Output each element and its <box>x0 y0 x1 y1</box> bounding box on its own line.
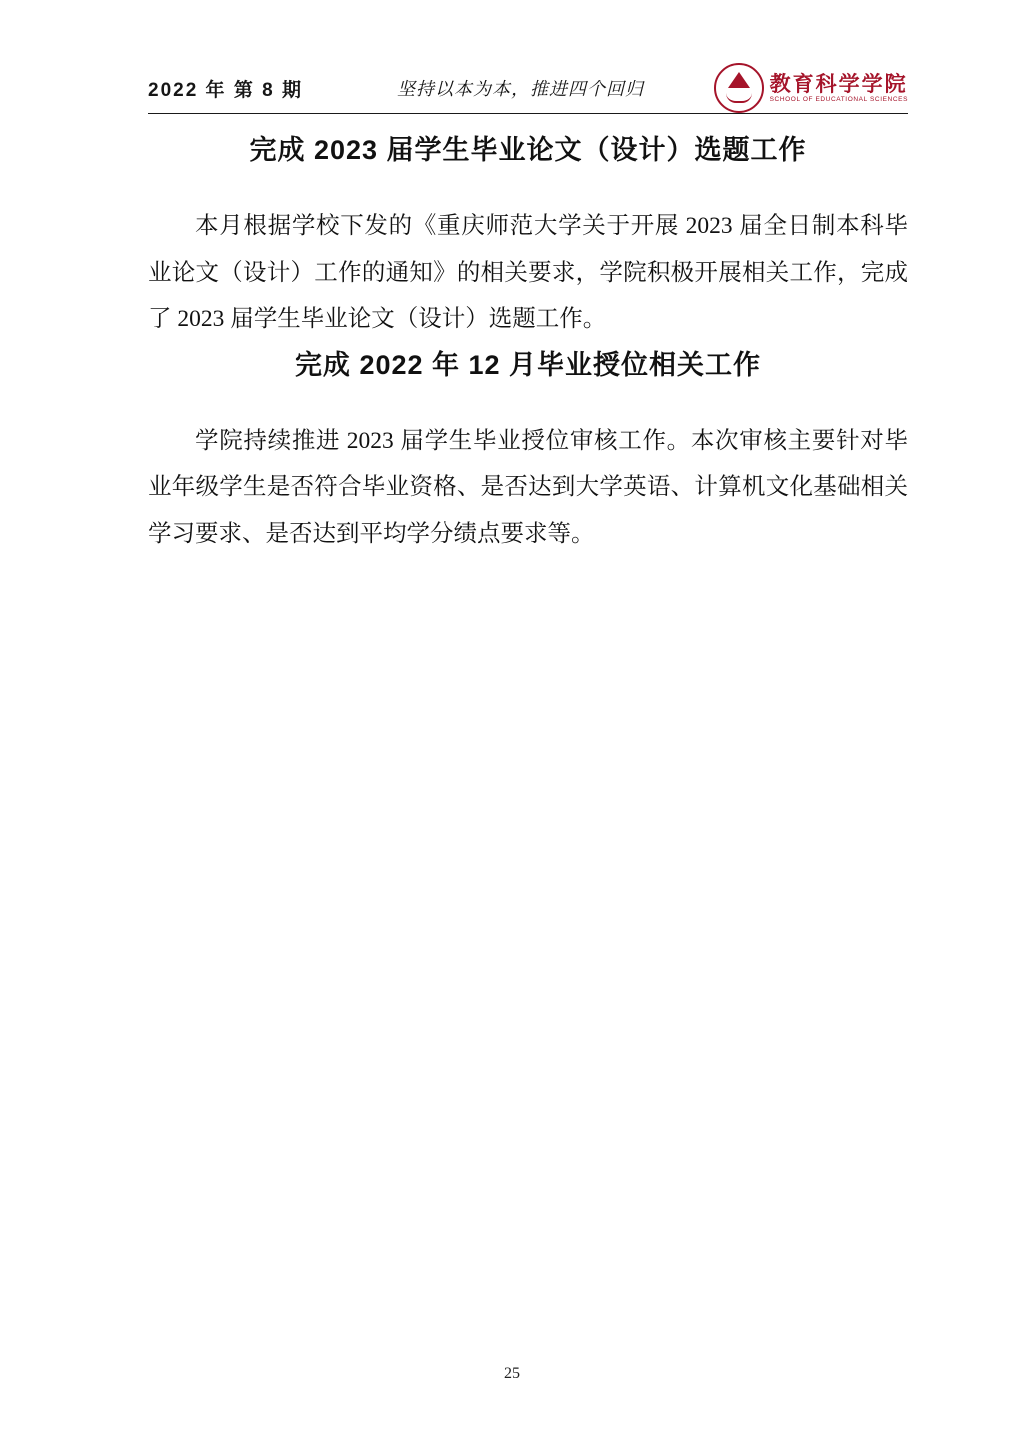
logo-text <box>770 73 908 104</box>
section-body-1: 本月根据学校下发的《重庆师范大学关于开展 2023 届全日制本科毕业论文（设计）工作的通知》的相关要求，学院积极开展相关工作，完成了 2023 届学生毕业论文（设计）选题工作。 <box>148 213 908 333</box>
header-slogan: 坚持以本为本，推进四个回归 <box>396 79 644 99</box>
section-body-2: 学院持续推进 2023 届学生毕业授位审核工作。本次审核主要针对毕业年级学生是否符合毕业资格、是否达到大学英语、计算机文化基础相关学习要求、是否达到平均学分绩点要求等。 <box>148 427 908 547</box>
logo-name-en: SCHOOL OF EDUCATIONAL SCIENCES <box>769 95 908 103</box>
section-title-1: 完成 2023 届学生毕业论文（设计）选题工作 <box>249 135 807 165</box>
section-title-2: 完成 2022 年 12 月毕业授位相关工作 <box>294 349 762 380</box>
page-content <box>148 128 908 557</box>
page-header <box>148 60 908 116</box>
school-logo <box>708 62 908 114</box>
header-divider <box>148 113 908 114</box>
seal-icon <box>714 63 764 113</box>
logo-name-cn: 教育科学学院 <box>769 71 908 96</box>
page-number: 25 <box>504 1365 520 1382</box>
header-issue-label: 2022 年 第 8 期 <box>148 79 303 101</box>
